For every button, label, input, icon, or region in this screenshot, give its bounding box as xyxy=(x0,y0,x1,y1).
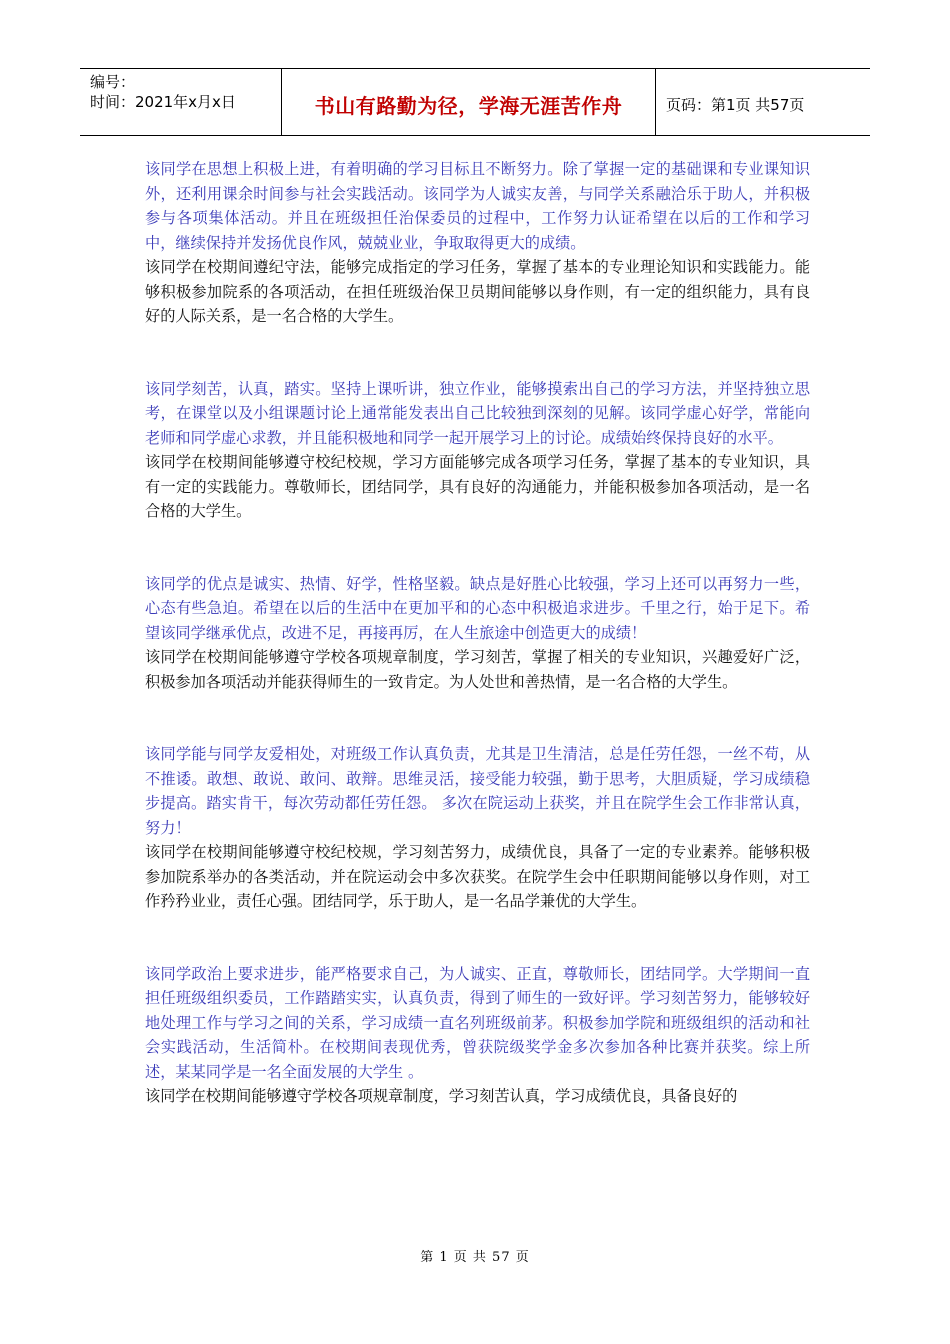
comment-paragraph: 该同学刻苦，认真，踏实。坚持上课听讲，独立作业，能够摸索出自己的学习方法，并坚持独立思考，在课堂以及小组课题讨论上通常能发表出自己比较独到深刻的见解。该同学虚心好学，常能向老师和同学虚心求教，并且能积极地和同学一起开展学习上的讨论。成绩始终保持良好的水平。 xyxy=(145,379,810,447)
paragraph-gap xyxy=(145,329,810,377)
evaluation-paragraph: 该同学在校期间能够遵守学校各项规章制度，学习刻苦认真，学习成绩优良，具备良好的 xyxy=(145,1087,738,1105)
comment-paragraph: 该同学的优点是诚实、热情、好学，性格坚毅。缺点是好胜心比较强，学习上还可以再努力一些，心态有些急迫。希望在以后的生活中在更加平和的心态中积极追求进步。千里之行，始于足下。希望该同学继承优点，改进不足，再接再厉，在人生旅途中创造更大的成绩！ xyxy=(145,574,810,642)
evaluation-paragraph: 该同学在校期间能够遵守校纪校规，学习方面能够完成各项学习任务，掌握了基本的专业知识，具有一定的实践能力。尊敬师长，团结同学，具有良好的沟通能力，并能积极参加各项活动，是一名合格的大学生。 xyxy=(145,453,810,520)
time-label: 时间：2021年x月x日 xyxy=(90,93,236,111)
comment-paragraph: 该同学在思想上积极上进，有着明确的学习目标且不断努力。除了掌握一定的基础课和专业课知识外，还利用课余时间参与社会实践活动。该同学为人诚实友善，与同学关系融洽乐于助人，并积极参与各项集体活动。并且在班级担任治保委员的过程中，工作努力认证希望在以后的工作和学习中，继续保持并发扬优良作风，兢兢业业，争取取得更大的成绩。 xyxy=(145,160,810,252)
paragraph-gap xyxy=(145,524,810,572)
number-label: 编号： xyxy=(90,73,136,91)
evaluation-paragraph: 该同学在校期间能够遵守校纪校规，学习刻苦努力，成绩优良，具备了一定的专业素养。能够积极参加院系举办的各类活动，并在院运动会中多次获奖。在院学生会中任职期间能够以身作则，对工作矜矜业业，责任心强。团结同学，乐于助人，是一名品学兼优的大学生。 xyxy=(145,843,810,910)
motto-title: 书山有路勤为径，学海无涯苦作舟 xyxy=(282,69,656,135)
header-meta-cell xyxy=(80,69,282,135)
evaluation-paragraph: 该同学在校期间遵纪守法，能够完成指定的学习任务，掌握了基本的专业理论知识和实践能力。能够积极参加院系的各项活动，在担任班级治保卫员期间能够以身作则，有一定的组织能力，具有良好的人际关系，是一名合格的大学生。 xyxy=(145,258,810,325)
comment-paragraph: 该同学政治上要求进步，能严格要求自己，为人诚实、正直，尊敬师长，团结同学。大学期间一直担任班级组织委员，工作踏踏实实，认真负责，得到了师生的一致好评。学习刻苦努力，能够较好地处理工作与学习之间的关系，学习成绩一直名列班级前茅。积极参加学院和班级组织的活动和社会实践活动，生活简朴。在校期间表现优秀，曾获院级奖学金多次参加各种比赛并获奖。综上所述，某某同学是一名全面发展的大学生 。 xyxy=(145,964,810,1081)
document-body xyxy=(145,157,810,1109)
comment-paragraph: 该同学能与同学友爱相处，对班级工作认真负责，尤其是卫生清洁，总是任劳任怨，一丝不苟，从不推诿。敢想、敢说、敢问、敢辩。思维灵活，接受能力较强，勤于思考，大胆质疑，学习成绩稳步提高。踏实肯干，每次劳动都任劳任怨。 多次在院运动上获奖，并且在院学生会工作非常认真，努力！ xyxy=(145,745,810,837)
page-footer: 第 1 页 共 57 页 xyxy=(420,1250,530,1265)
paragraph-gap xyxy=(145,914,810,962)
evaluation-paragraph: 该同学在校期间能够遵守学校各项规章制度，学习刻苦，掌握了相关的专业知识，兴趣爱好广泛，积极参加各项活动并能获得师生的一致肯定。为人处世和善热情，是一名合格的大学生。 xyxy=(145,648,810,691)
page-info: 页码：第1页 共57页 xyxy=(666,95,805,114)
document-header xyxy=(80,68,870,136)
paragraph-gap xyxy=(145,694,810,742)
